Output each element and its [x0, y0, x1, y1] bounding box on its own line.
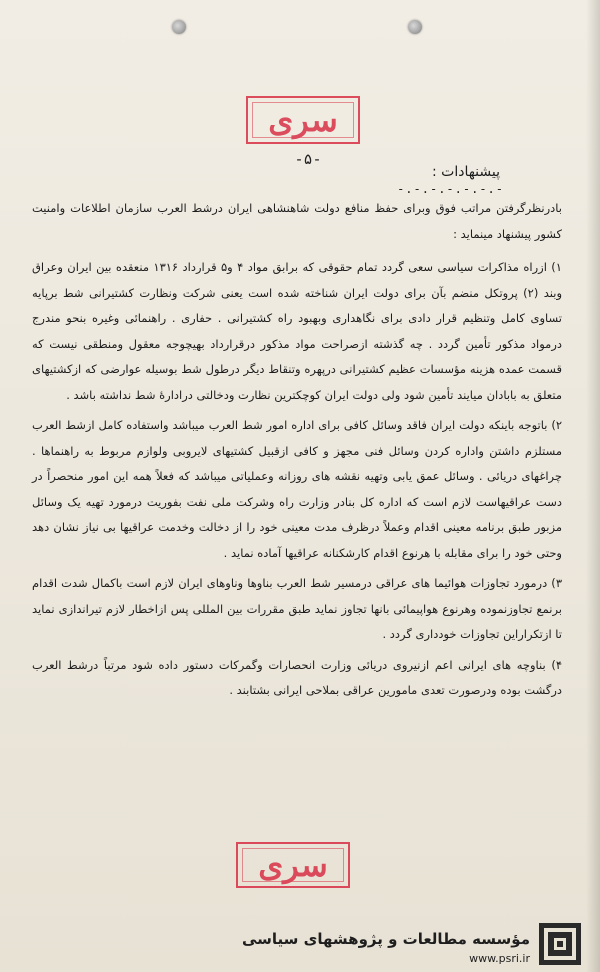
intro-paragraph: بادرنظرگرفتن مراتب فوق وبرای حفظ منافع دولت شاهنشاهی ایران درشط العرب سازمان اطلاعات وامنیت کشور پیشنهاد مینماید :: [32, 201, 562, 241]
proposal-paragraph-2: ۲) باتوجه باینکه دولت ایران فاقد وسائل کافی برای اداره امور شط العرب میباشد واستفاده کامل ازشط العرب مستلزم داشتن واداره کردن وسائل فنی مجهز و کافی ازقبیل کشتیهای لایروبی ولوازم مربوط به راهنماها . چراغهای دریائی . وسائل عمق یابی وتهیه نقشه های روزانه وعملیاتی میباشد که فعلاً همه این امور منحصراً در دست عراقیهاست لازم است که اداره کل بنادر وزارت راه وشرکت ملی نفت بفوریت درمورد تهیه یک وسائل مزبور طبق برنامه معینی اقدام وعملاً درظرف مدت معینی خود را از دخالت وخدمت عراقیها بی نیاز نشان دهد وحتی خود را برای مقابله با هرنوع اقدام کارشکنانه عراقیها آماده نماید .: [32, 418, 562, 560]
page-edge-shadow: [586, 0, 600, 972]
punch-hole-right: [408, 20, 422, 34]
document-body: [32, 196, 562, 709]
classified-stamp-top: سری: [246, 96, 360, 144]
classified-stamp-bottom: سری: [236, 842, 350, 888]
institution-logo-icon: [538, 922, 582, 966]
section-heading: پیشنهادات :: [431, 164, 500, 180]
proposal-paragraph-4: ۴) بناوچه های ایرانی اعم ازنیروی دریائی وزارت انحصارات وگمرکات دستور داده شود مرتباً درشط العرب درگشت بوده ودرصورت تعدی مامورین عراقی بملاحی ایرانی بشتابند .: [32, 657, 562, 697]
institution-name: مؤسسه مطالعات و پژوهشهای سیاسی: [241, 930, 530, 948]
page-number: -۵-: [294, 150, 322, 168]
archive-footer: [0, 912, 600, 972]
punch-hole-left: [172, 20, 186, 34]
proposal-paragraph-3: ۳) درمورد تجاوزات هوائیما های عراقی درمسیر شط العرب بناوها وناوهای ایران لازم است باکمال شدت اقدام برنمع تجاوزنموده وهرنوع هواپیمائی بانها تجاوز نماید طبق مقررات بین المللی پس ازاخطار لازم تیراندازی نماید تا ازتکراراین تجاوزات خودداری گردد .: [32, 576, 562, 641]
heading-rule: -.-.-.-.-.-.-: [397, 182, 504, 196]
proposal-paragraph-1: ۱) ازراه مذاکرات سیاسی سعی گردد تمام حقوقی که برابق مواد ۴ و۵ قرارداد ۱۳۱۶ منعقده بین ایران وعراق وبند (۲) پروتکل منضم بآن برای دولت ایران شناخته شده است یعنی شرکت ونظارت کشتیرانی شط برپایه تساوی کامل وتنظیم قرار دادی برای نگاهداری وبهبود راه کشتیرانی . حفاری . راهنمائی وغیره بنحو مندرج درمواد مذکور تأمین گردد . چه گذشته ازصراحت مواد مذکور درقرارداد بهیچوجه معقول ومنطقی نیست که قسمت عمده هزینه مؤسسات عظیم کشتیرانی درپهره وتنقاط دیگر درطول شط بوسیله عوارضی که ازکشتیهای متعلق به بابادان میایند تأمین شود ولی دولت ایران کوچکترین نظارت ودخالتی درادارهٔ شط نداشته باشد .: [32, 260, 562, 402]
institution-url: www.psri.ir: [469, 952, 530, 965]
